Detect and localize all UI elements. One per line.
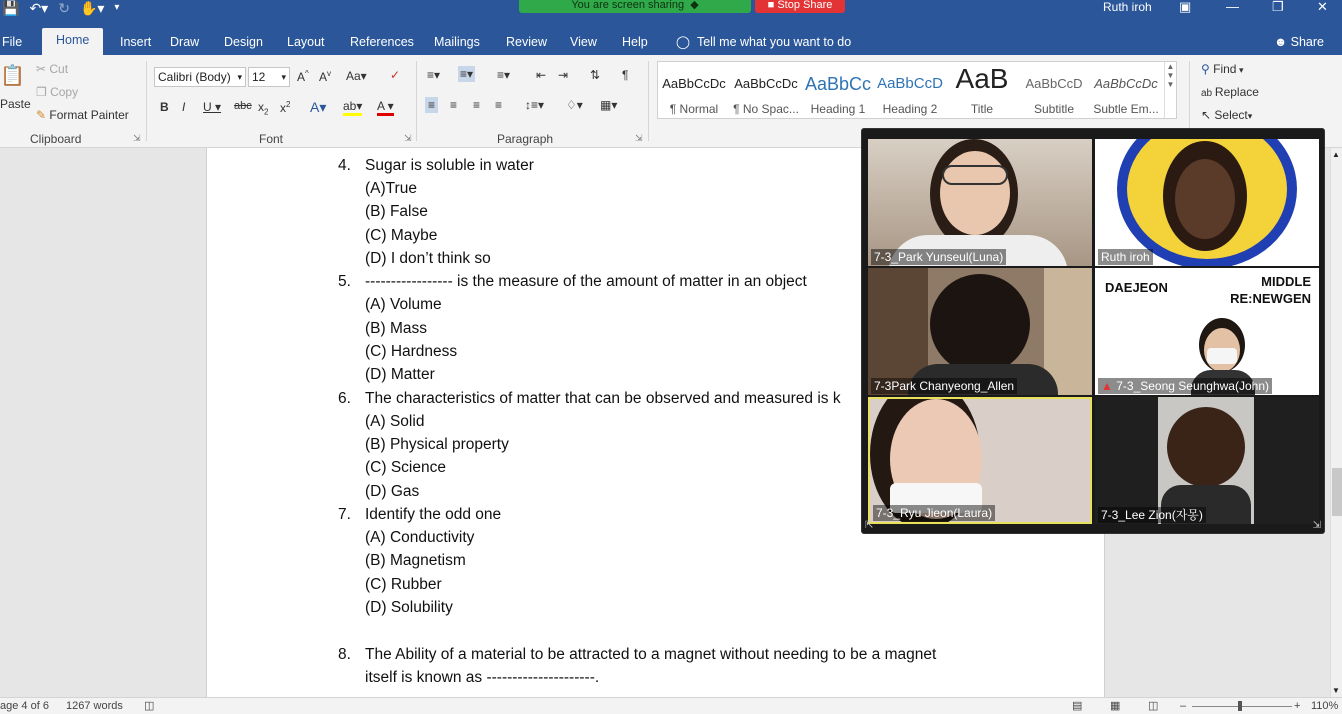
- justify-icon[interactable]: ≡: [495, 98, 503, 112]
- answer-option: (C) Maybe: [365, 227, 438, 244]
- chevron-up-icon: ▲: [1166, 62, 1175, 71]
- quick-access-toolbar: [0, 0, 119, 16]
- style-heading-1[interactable]: [802, 62, 874, 118]
- style-heading-2[interactable]: [874, 62, 946, 118]
- shading-icon[interactable]: ♢▾: [566, 98, 583, 112]
- participant-name: 7-3_Park Yunseul(Luna): [871, 249, 1006, 265]
- font-color-icon[interactable]: A ▾: [377, 99, 394, 116]
- proofing-icon[interactable]: ◫: [144, 700, 155, 712]
- glasses-icon: [942, 165, 1008, 185]
- copy-label: Copy: [50, 85, 79, 99]
- chevron-down-icon: ▼: [1166, 71, 1175, 80]
- multilevel-list-icon[interactable]: ≡▾: [497, 68, 511, 82]
- select-button[interactable]: [1201, 108, 1252, 122]
- style-title[interactable]: [946, 62, 1018, 118]
- grow-font-icon[interactable]: A^: [297, 69, 309, 84]
- tell-me-search[interactable]: [676, 32, 851, 52]
- style-sample: AaBbCcD: [1025, 76, 1083, 91]
- line-spacing-icon[interactable]: ↕≡▾: [525, 98, 545, 112]
- close-icon[interactable]: ✕: [1317, 0, 1328, 14]
- answer-option: (D) Matter: [365, 366, 435, 383]
- highlight-icon[interactable]: ab▾: [343, 99, 362, 116]
- answer-option: (C) Rubber: [365, 576, 442, 593]
- style-name: ¶ Normal: [669, 102, 719, 116]
- banner-right-line-1: MIDDLE: [1261, 274, 1311, 289]
- group-separator: [146, 61, 147, 141]
- scrollbar-thumb[interactable]: [1332, 468, 1342, 516]
- participant-name-bar: [1098, 378, 1272, 394]
- ribbon-tab-row: [0, 28, 1342, 55]
- participant-name: 7-3Park Chanyeong_Allen: [871, 378, 1017, 394]
- tab-home[interactable]: Home: [42, 28, 103, 55]
- status-bar: [0, 697, 1342, 714]
- zoom-out-icon[interactable]: –: [1180, 700, 1187, 712]
- style-sample: AaBbCcDc: [662, 76, 726, 91]
- mic-muted-icon: ▲: [1101, 379, 1117, 393]
- format-painter-button[interactable]: [36, 108, 129, 122]
- style-name: Heading 1: [810, 102, 866, 116]
- question-text: The characteristics of matter that can be observed and measured is k: [365, 390, 841, 407]
- italic-icon[interactable]: I: [182, 100, 186, 114]
- font-family-value: Calibri (Body): [158, 70, 231, 84]
- replace-label: Replace: [1214, 85, 1259, 99]
- sort-icon[interactable]: ⇅: [590, 68, 601, 82]
- answer-option: (A) Volume: [365, 296, 442, 313]
- resize-handle-icon[interactable]: ⇱: [865, 520, 874, 531]
- question-text: Sugar is soluble in water: [365, 157, 534, 174]
- style-no-spacing[interactable]: [730, 62, 802, 118]
- answer-option: (C) Science: [365, 459, 446, 476]
- redo-icon[interactable]: ↻: [58, 0, 70, 16]
- replace-button[interactable]: [1201, 85, 1259, 99]
- tab-view[interactable]: View: [570, 35, 597, 49]
- person-icon: ☻: [1274, 35, 1291, 49]
- tab-review[interactable]: Review: [506, 35, 547, 49]
- search-icon: ⚲: [1201, 62, 1214, 76]
- decrease-indent-icon[interactable]: ⇤: [536, 68, 547, 82]
- answer-option: (D) Solubility: [365, 599, 453, 616]
- chevron-up-icon[interactable]: ▲: [1332, 150, 1340, 159]
- shrink-font-icon[interactable]: $A^v$: [319, 69, 332, 84]
- undo-icon[interactable]: ↶▾: [29, 0, 49, 16]
- bullets-icon[interactable]: ≡▾: [427, 68, 441, 82]
- clipboard-group-label: Clipboard: [30, 132, 82, 146]
- scissors-icon: ✂: [36, 62, 50, 76]
- styles-gallery: [657, 61, 1177, 119]
- minimize-icon[interactable]: —: [1226, 0, 1239, 14]
- banner-right-text: [1230, 273, 1311, 307]
- style-sample: AaB: [955, 63, 1009, 94]
- borders-icon[interactable]: ▦▾: [600, 98, 618, 112]
- answer-option: itself is known as ---------------------.: [365, 669, 600, 686]
- align-center-icon[interactable]: ≡: [450, 98, 458, 112]
- share-button[interactable]: [1274, 32, 1324, 52]
- align-right-icon[interactable]: ≡: [473, 98, 481, 112]
- style-sample: AaBbCcD: [877, 75, 943, 92]
- answer-option: (A)True: [365, 180, 417, 197]
- participant-tile[interactable]: [1095, 397, 1319, 524]
- gallery-scroll[interactable]: [1164, 62, 1176, 118]
- paragraph-group-label: Paragraph: [497, 132, 554, 146]
- group-separator: [416, 61, 417, 141]
- participant-hair: [1167, 407, 1245, 487]
- underline-icon[interactable]: U ▾: [203, 100, 222, 114]
- banner-left-text: DAEJEON: [1105, 280, 1168, 295]
- copy-icon: ❐: [36, 85, 51, 99]
- answer-option: (D) I don’t think so: [365, 250, 491, 267]
- answer-option: (B) False: [365, 203, 428, 220]
- participant-face: [940, 151, 1010, 235]
- group-separator: [648, 61, 649, 141]
- font-family-combo[interactable]: [154, 67, 246, 87]
- participant-name: 7-3_Seong Seunghwa(John): [1116, 379, 1269, 393]
- face-mask: [1207, 348, 1237, 364]
- question-text: The Ability of a material to be attracted to a magnet without needing to be a magnet: [365, 646, 937, 663]
- style-subtitle[interactable]: [1018, 62, 1090, 118]
- text-effects-icon[interactable]: A▾: [310, 99, 327, 115]
- style-sample: AaBbCc: [804, 74, 872, 94]
- share-banner-text: You are screen sharing: [571, 0, 685, 11]
- chevron-down-icon: ▾: [1236, 65, 1244, 75]
- resize-handle-icon[interactable]: ⇲: [1312, 520, 1321, 531]
- chevron-down-icon[interactable]: ▼: [1332, 686, 1340, 695]
- increase-indent-icon[interactable]: ⇥: [558, 68, 569, 82]
- tab-file[interactable]: File: [2, 35, 23, 49]
- page-count[interactable]: age 4 of 6: [0, 700, 49, 712]
- cut-button[interactable]: [36, 62, 68, 76]
- font-size-value: 12: [252, 70, 266, 84]
- change-case-icon[interactable]: Aa▾: [346, 69, 367, 83]
- account-name[interactable]: Ruth iroh: [1103, 0, 1152, 14]
- shield-icon: ◆: [687, 0, 699, 11]
- answer-option: (C) Hardness: [365, 343, 458, 360]
- list-number: 6.: [338, 390, 351, 407]
- style-subtle-emphasis[interactable]: [1090, 62, 1162, 118]
- tab-references[interactable]: References: [350, 35, 414, 49]
- participant-hair: [930, 274, 1030, 374]
- list-number: 4.: [338, 157, 351, 174]
- participant-tile-active[interactable]: [868, 397, 1092, 524]
- bold-icon[interactable]: B: [160, 100, 169, 114]
- subscript-icon[interactable]: $x_2$: [258, 100, 269, 117]
- answer-option: (A) Solid: [365, 413, 425, 430]
- cut-label: Cut: [49, 62, 69, 76]
- answer-option: (D) Gas: [365, 483, 420, 500]
- superscript-icon[interactable]: $x^2$: [280, 100, 291, 115]
- zoom-video-panel[interactable]: [861, 128, 1325, 534]
- tab-design[interactable]: Design: [224, 35, 263, 49]
- paste-icon[interactable]: 📋: [0, 65, 25, 87]
- align-left-icon[interactable]: ≡: [425, 97, 438, 113]
- font-size-combo[interactable]: [248, 67, 290, 87]
- style-name: Title: [970, 102, 994, 116]
- customize-icon[interactable]: ▾: [114, 2, 120, 13]
- read-mode-icon[interactable]: ▤: [1072, 700, 1083, 712]
- list-number: 5.: [338, 273, 351, 290]
- participant-tile[interactable]: [868, 268, 1092, 395]
- style-normal[interactable]: [658, 62, 730, 118]
- find-button[interactable]: [1201, 62, 1244, 76]
- paste-button[interactable]: Paste: [0, 97, 31, 111]
- clear-formatting-icon[interactable]: ✓: [390, 68, 401, 82]
- answer-option: (B) Physical property: [365, 436, 509, 453]
- question-text: ----------------- is the measure of the amount of matter in an object: [365, 273, 807, 290]
- tab-help[interactable]: Help: [622, 35, 648, 49]
- tab-layout[interactable]: Layout: [287, 35, 325, 49]
- style-name: Subtitle: [1033, 102, 1075, 116]
- stop-icon: ■: [767, 0, 778, 11]
- style-name: Subtle Em...: [1093, 102, 1159, 116]
- participant-face: [1175, 159, 1235, 239]
- tab-mailings[interactable]: Mailings: [434, 35, 480, 49]
- zoom-level[interactable]: 110%: [1311, 700, 1339, 712]
- answer-option: (B) Magnetism: [365, 552, 466, 569]
- style-sample: AaBbCcDc: [734, 76, 798, 91]
- answer-option: (B) Mass: [365, 320, 427, 337]
- participant-name: Ruth iroh: [1098, 249, 1153, 265]
- select-label: Select: [1214, 108, 1248, 122]
- participant-tile[interactable]: [868, 139, 1092, 266]
- zoom-in-icon[interactable]: +: [1294, 700, 1301, 712]
- screen-share-banner: [519, 0, 751, 13]
- replace-icon: ab: [1201, 88, 1215, 99]
- find-label: Find: [1213, 62, 1237, 76]
- zoom-slider[interactable]: [1192, 706, 1292, 707]
- chevron-down-icon: ▾: [237, 72, 242, 82]
- list-number: 8.: [338, 646, 351, 663]
- copy-button[interactable]: [36, 85, 78, 99]
- save-icon[interactable]: 💾: [2, 0, 20, 16]
- tab-insert[interactable]: Insert: [120, 35, 152, 49]
- chevron-down-icon: ▾: [281, 72, 286, 82]
- tell-me-text: Tell me what you want to do: [696, 35, 852, 49]
- list-number: 7.: [338, 506, 351, 523]
- question-text: Identify the odd one: [365, 506, 502, 523]
- stop-share-label: Stop Share: [777, 0, 833, 11]
- participant-name: 7-3_Ryu Jieon(Laura): [873, 505, 995, 521]
- print-layout-icon[interactable]: ▦: [1110, 700, 1121, 712]
- ribbon-display-icon[interactable]: ▣: [1179, 0, 1192, 14]
- strikethrough-icon[interactable]: abc: [234, 100, 252, 112]
- answer-option: (A) Conductivity: [365, 529, 475, 546]
- style-name: Heading 2: [882, 102, 938, 116]
- zoom-slider-thumb[interactable]: [1238, 701, 1242, 711]
- participant-name: 7-3_Lee Zion(자몽): [1098, 507, 1206, 523]
- brush-icon: ✎: [36, 108, 50, 122]
- touch-mode-icon[interactable]: ✋▾: [79, 0, 105, 16]
- tab-draw[interactable]: Draw: [170, 35, 200, 49]
- banner-right-line-2: RE:NEWGEN: [1230, 291, 1311, 306]
- format-painter-label: Format Painter: [49, 108, 129, 122]
- dialog-launcher-icon[interactable]: ⇲: [635, 133, 643, 143]
- lightbulb-icon: ◯: [676, 35, 697, 49]
- word-count[interactable]: 1267 words: [66, 700, 123, 712]
- chevron-down-icon: ▾: [1247, 111, 1253, 121]
- web-layout-icon[interactable]: ◫: [1148, 700, 1159, 712]
- more-icon: ▼: [1166, 80, 1175, 89]
- participant-tile[interactable]: [1095, 139, 1319, 266]
- stop-share-button[interactable]: [755, 0, 845, 13]
- style-name: ¶ No Spac...: [733, 102, 799, 116]
- cursor-icon: ↖: [1201, 108, 1215, 122]
- participant-tile[interactable]: [1095, 268, 1319, 395]
- style-sample: AaBbCcDc: [1094, 76, 1158, 91]
- dialog-launcher-icon[interactable]: ⇲: [133, 133, 141, 143]
- dialog-launcher-icon[interactable]: ⇲: [404, 133, 412, 143]
- pilcrow-icon[interactable]: ¶: [622, 68, 629, 82]
- vertical-scrollbar[interactable]: [1330, 148, 1342, 697]
- font-group-label: Font: [259, 132, 284, 146]
- restore-icon[interactable]: ❐: [1272, 0, 1284, 14]
- share-label: Share: [1290, 35, 1324, 49]
- numbering-icon[interactable]: ≡▾: [460, 67, 474, 81]
